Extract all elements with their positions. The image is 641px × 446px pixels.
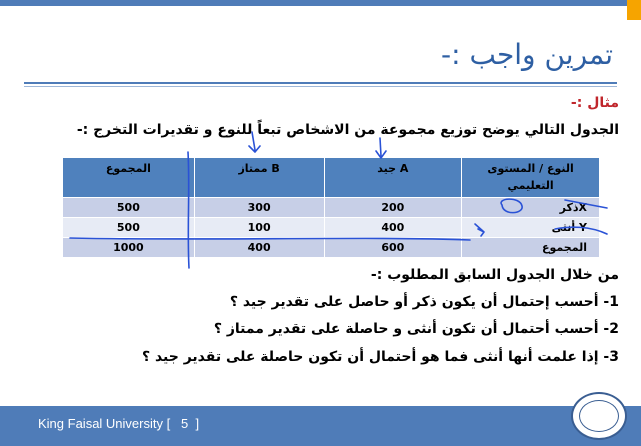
cell-total: 1000 xyxy=(63,238,195,258)
table-row xyxy=(63,238,600,258)
seal-ring xyxy=(579,400,619,432)
header-total: المجموع xyxy=(63,158,195,198)
question-1: 1- أحسب إحتمال أن يكون ذكر أو حاصل على تقدير جيد ؟ xyxy=(229,294,619,310)
footer-university: King Faisal University [ 5 ] xyxy=(38,416,200,431)
cell-total: 500 xyxy=(63,218,195,238)
cell-excellent: 300 xyxy=(194,198,324,218)
cell-excellent: 100 xyxy=(194,218,324,238)
distribution-table xyxy=(62,157,600,258)
cell-good: 600 xyxy=(324,238,462,258)
table-header-row xyxy=(63,158,600,198)
header-type xyxy=(462,158,600,198)
example-label: مثال :- xyxy=(570,95,619,111)
title-divider xyxy=(24,82,617,84)
intro-text: الجدول التالي يوضح توزيع مجموعة من الاشخاص تبعاً للنوع و تقديرات التخرج :- xyxy=(76,122,619,138)
header-type-line2: التعليمي xyxy=(507,179,554,192)
header-excellent: ممتاز B xyxy=(194,158,324,198)
cell-excellent: 400 xyxy=(194,238,324,258)
title-divider-thin xyxy=(24,86,617,87)
header-type-line1: النوع / المستوى xyxy=(487,162,574,175)
question-3: 3- إذا علمت أنها أنثى فما هو أحتمال أن تكون حاصلة على تقدير جيد ؟ xyxy=(141,349,619,365)
header-good: جيد A xyxy=(324,158,462,198)
cell-good: 200 xyxy=(324,198,462,218)
row-label: أنثى Y xyxy=(462,218,600,238)
slide-title: تمرين واجب :- xyxy=(441,38,613,71)
questions-lead: من خلال الجدول السابق المطلوب :- xyxy=(370,267,619,283)
table-row xyxy=(63,218,600,238)
university-seal-logo xyxy=(571,392,627,440)
corner-accent xyxy=(627,0,641,20)
cell-good: 400 xyxy=(324,218,462,238)
pen-arrow-good xyxy=(376,138,386,158)
cell-total: 500 xyxy=(63,198,195,218)
table-row xyxy=(63,198,600,218)
row-label: ذكرX xyxy=(462,198,600,218)
row-label: المجموع xyxy=(462,238,600,258)
top-bar xyxy=(0,0,641,6)
question-2: 2- أحسب أحتمال أن تكون أنثى و حاصلة على تقدير ممتاز ؟ xyxy=(213,321,619,337)
